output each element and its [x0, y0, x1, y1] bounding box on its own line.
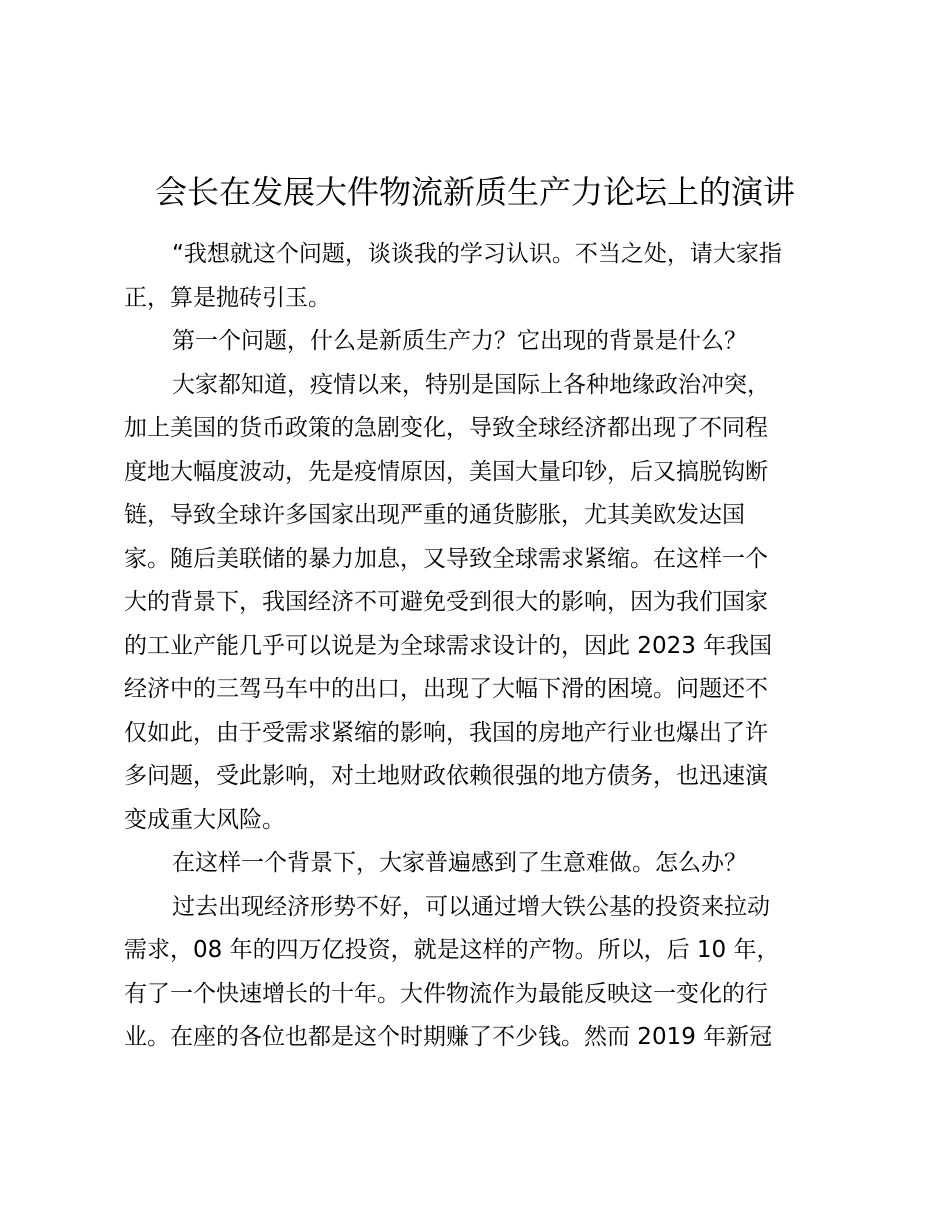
body-line: “我想就这个问题，谈谈我的学习认识。不当之处，请大家指 [172, 241, 782, 267]
document-title: 会长在发展大件物流新质生产力论坛上的演讲 [154, 173, 795, 211]
body-line: 变成重大风险。 [124, 806, 285, 833]
body-line: 在这样一个背景下，大家普遍感到了生意难做。怎么办？ [172, 850, 747, 876]
body-line: 度地大幅度波动，先是疫情原因，美国大量印钞，后又搞脱钩断 [124, 458, 768, 485]
body-line: 有了一个快速增长的十年。大件物流作为最能反映这一变化的行 [124, 980, 768, 1007]
body-line: 链，导致全球许多国家出现严重的通货膨胀，尤其美欧发达国 [124, 502, 745, 528]
body-line: 需求，08 年的四万亿投资，就是这样的产物。所以，后 10 年， [124, 937, 780, 963]
body-line: 家。随后美联储的暴力加息，又导致全球需求紧缩。在这样一个 [124, 545, 768, 572]
body-line: 大家都知道，疫情以来，特别是国际上各种地缘政治冲突， [172, 371, 770, 398]
body-line: 加上美国的货币政策的急剧变化，导致全球经济都出现了不同程 [124, 415, 768, 441]
body-line: 经济中的三驾马车中的出口，出现了大幅下滑的困境。问题还不 [124, 676, 768, 702]
body-line: 大的背景下，我国经济不可避免受到很大的影响，因为我们国家 [124, 589, 768, 615]
body-line: 的工业产能几乎可以说是为全球需求设计的，因此 2023 年我国 [124, 632, 773, 659]
document-body [124, 233, 824, 1060]
body-line: 过去出现经济形势不好，可以通过增大铁公基的投资来拉动 [172, 893, 770, 920]
body-line: 第一个问题，什么是新质生产力？它出现的背景是什么？ [172, 328, 747, 354]
body-line: 业。在座的各位也都是这个时期赚了不少钱。然而 2019 年新冠 [124, 1024, 773, 1050]
body-line: 仅如此，由于受需求紧缩的影响，我国的房地产行业也爆出了许 [124, 719, 768, 746]
body-line: 多问题，受此影响，对土地财政依赖很强的地方债务，也迅速演 [124, 763, 768, 789]
body-line: 正，算是抛砖引玉。 [124, 284, 331, 311]
